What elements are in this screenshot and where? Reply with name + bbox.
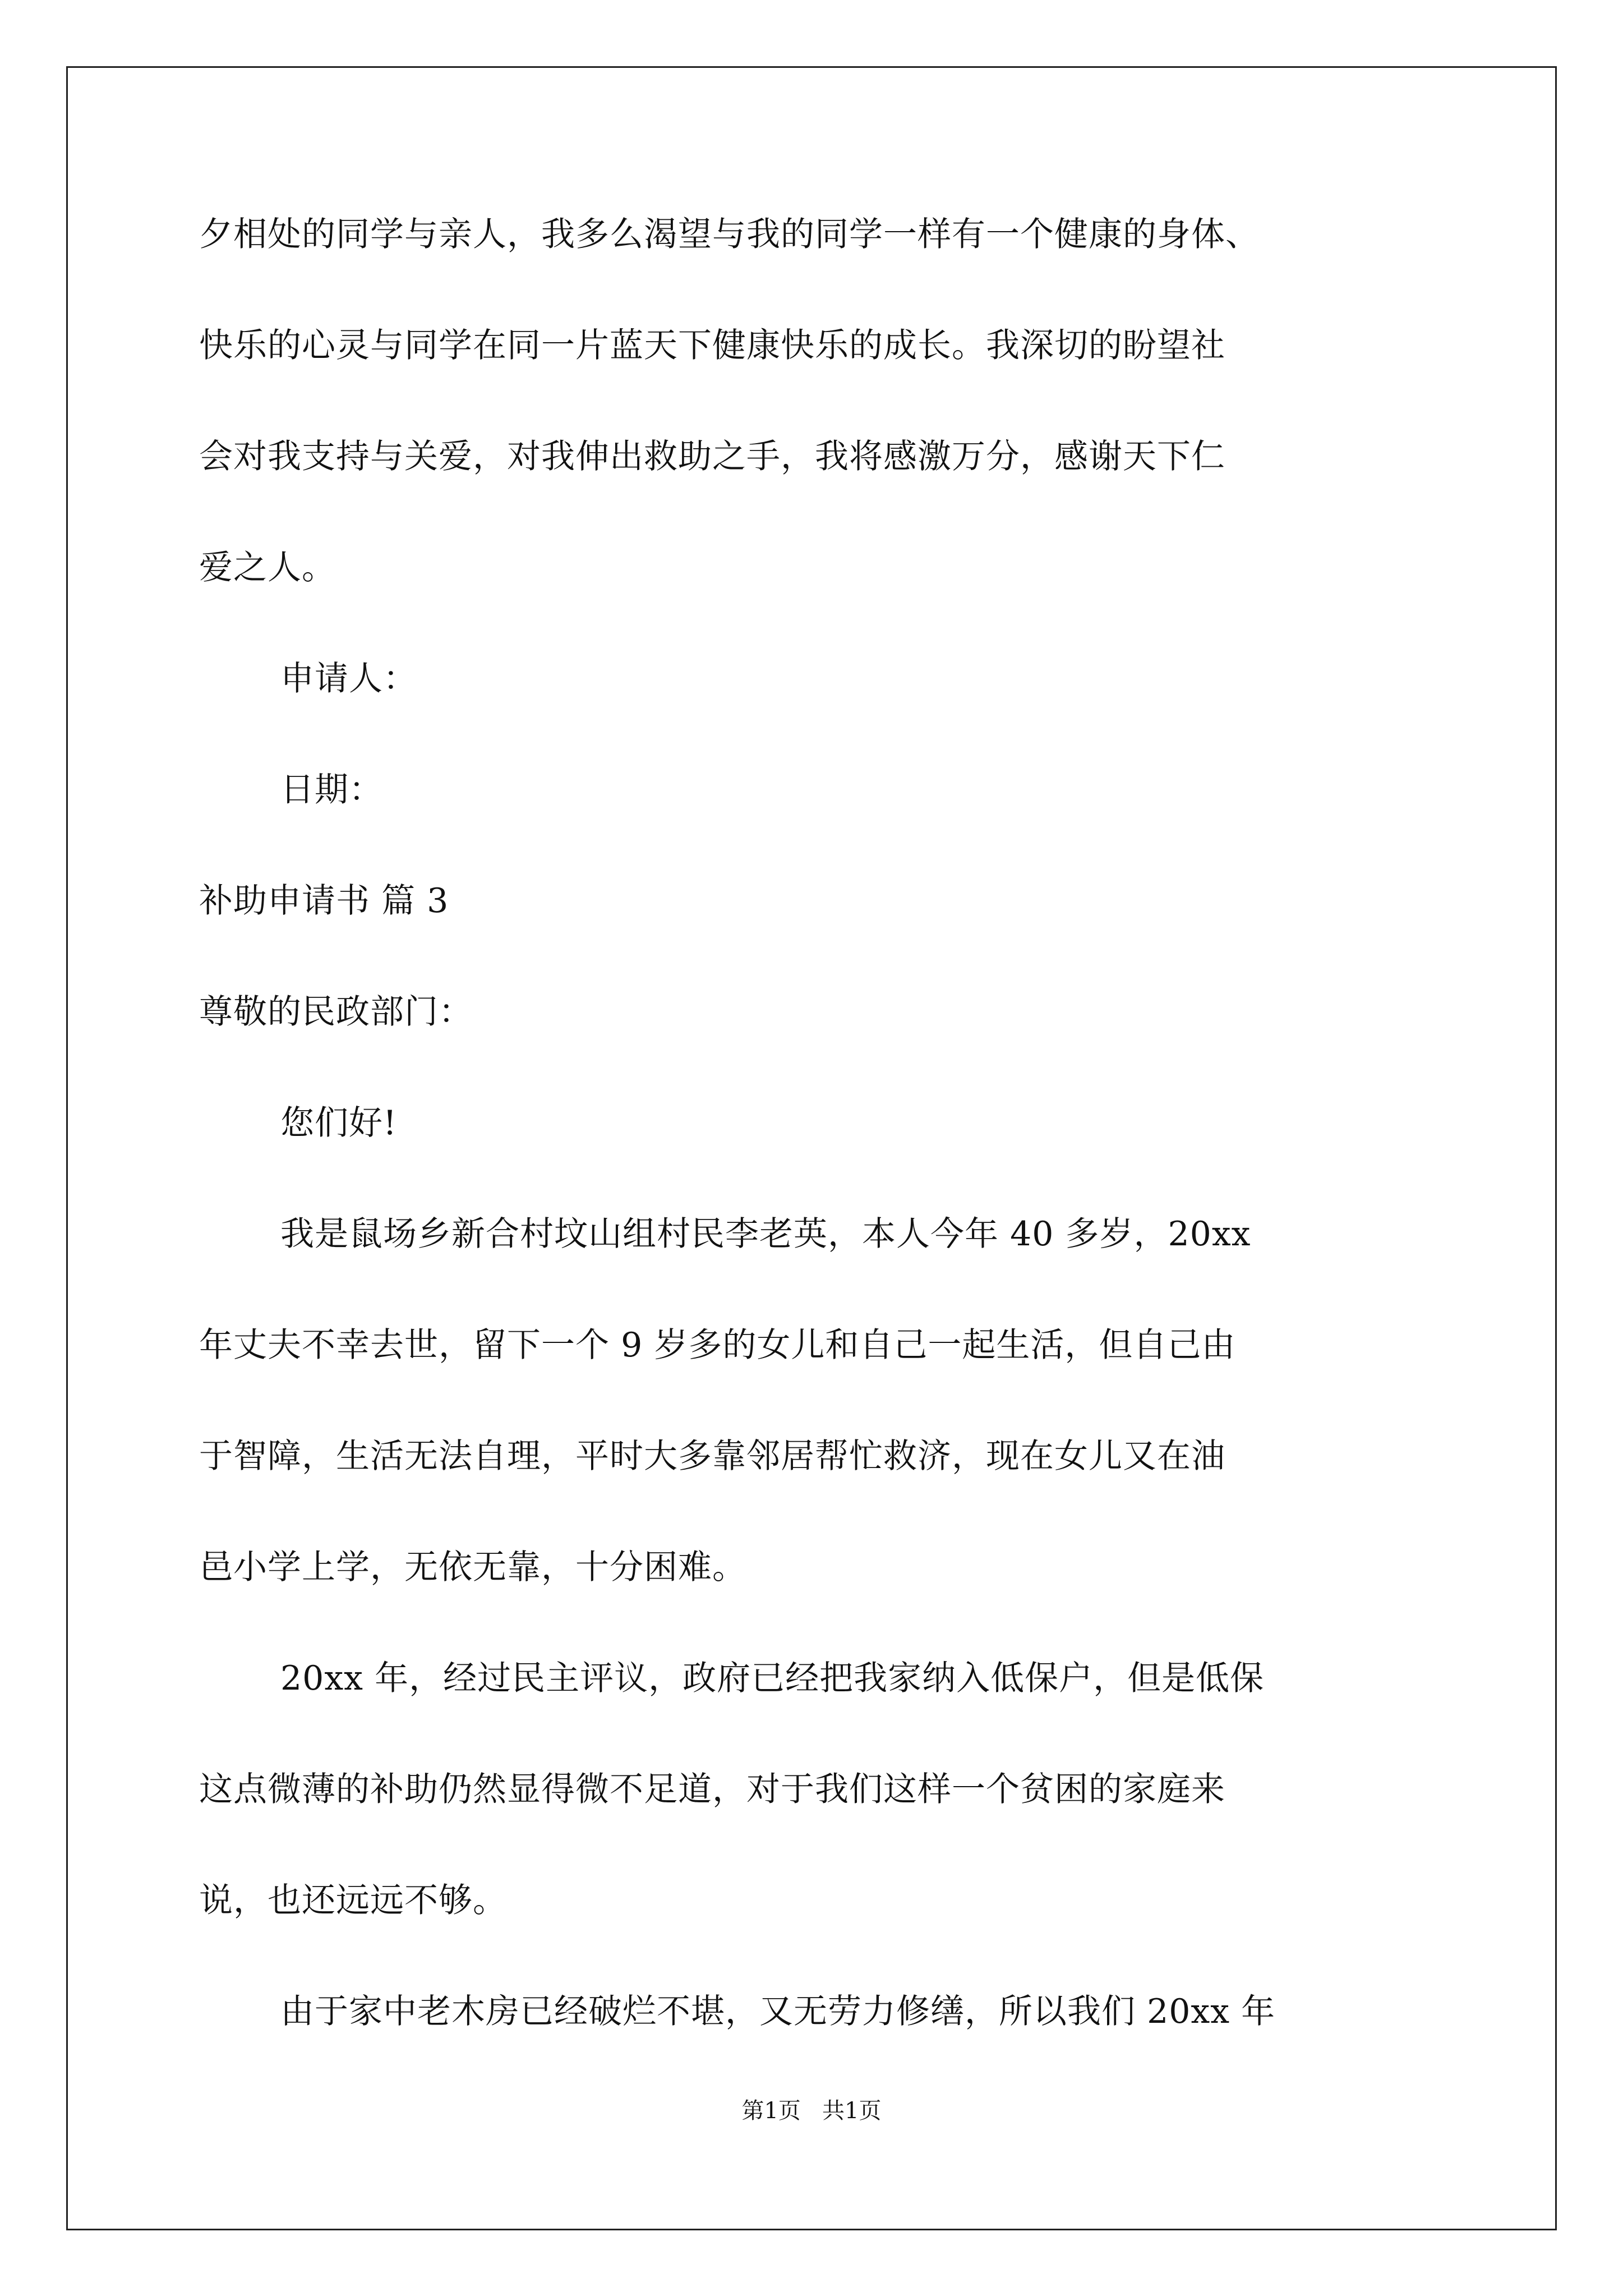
- date-label: 日期：: [280, 770, 383, 809]
- salutation: 尊敬的民政部门：: [199, 992, 473, 1032]
- body-text-line-11: 说，也还远远不够。: [199, 1881, 507, 1920]
- body-text-line-7: 于智障，生活无法自理，平时大多靠邻居帮忙救济，现在女儿又在油: [199, 1437, 1225, 1476]
- body-text-line-8: 邑小学上学，无依无靠，十分困难。: [199, 1548, 746, 1587]
- body-text-line-4: 爱之人。: [199, 548, 336, 587]
- body-text-line-1: 夕相处的同学与亲人，我多么渴望与我的同学一样有一个健康的身体、: [199, 215, 1260, 254]
- body-text-line-5: 我是鼠场乡新合村坟山组村民李老英，本人今年 40 多岁，20xx: [280, 1214, 1251, 1254]
- body-text-line-6: 年丈夫不幸去世，留下一个 9 岁多的女儿和自己一起生活，但自己由: [199, 1326, 1236, 1365]
- body-text-line-3: 会对我支持与关爱，对我伸出救助之手，我将感激万分，感谢天下仁: [199, 437, 1225, 476]
- body-text-line-10: 这点微薄的补助仍然显得微不足道，对于我们这样一个贫困的家庭来: [199, 1770, 1225, 1809]
- page-number-footer: 第1页 共1页: [741, 2098, 882, 2124]
- body-text-line-2: 快乐的心灵与同学在同一片蓝天下健康快乐的成长。我深切的盼望社: [199, 326, 1225, 365]
- applicant-label: 申请人：: [280, 659, 417, 698]
- greeting: 您们好!: [280, 1103, 398, 1143]
- body-text-line-9: 20xx 年，经过民主评议，政府已经把我家纳入低保户，但是低保: [280, 1659, 1265, 1698]
- body-text-line-12: 由于家中老木房已经破烂不堪，又无劳力修缮，所以我们 20xx 年: [280, 1992, 1276, 2031]
- section-heading: 补助申请书 篇 3: [199, 881, 449, 921]
